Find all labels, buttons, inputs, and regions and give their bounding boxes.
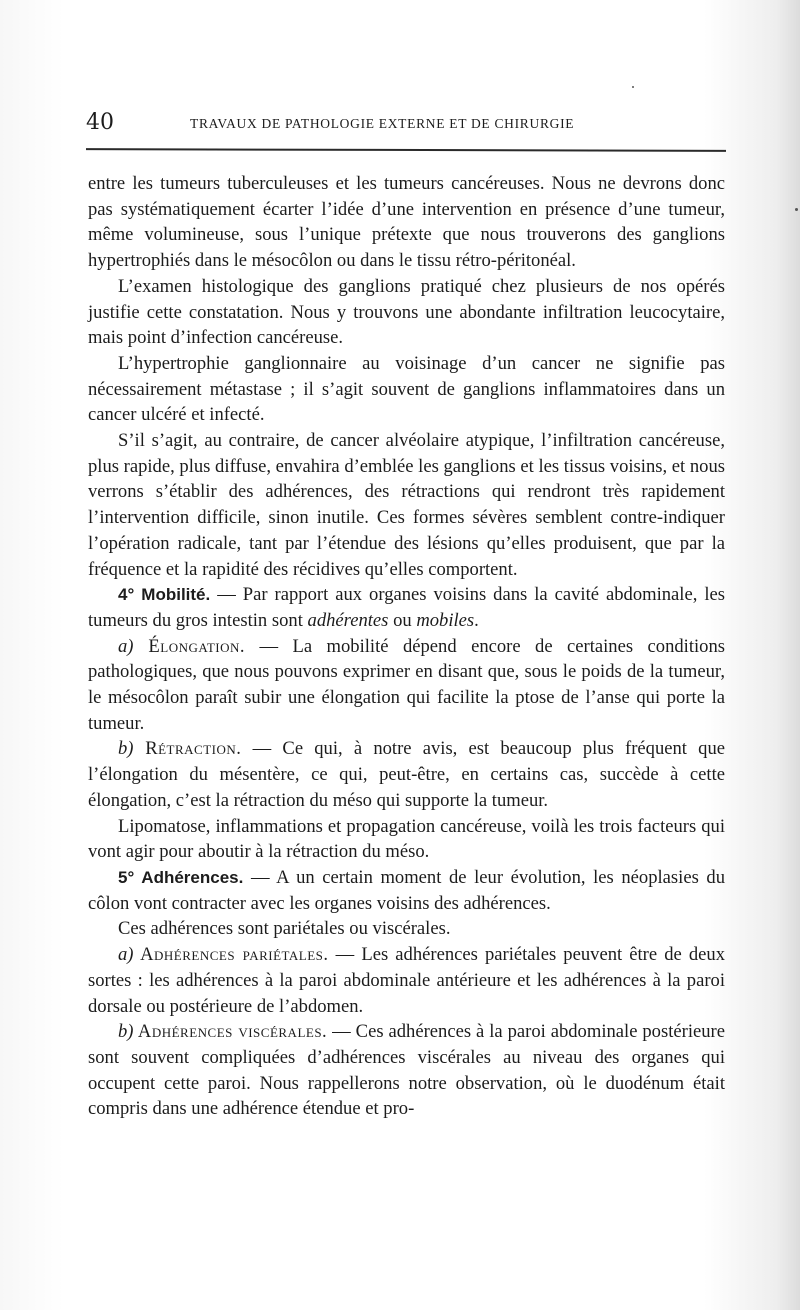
section-text: ou [388, 609, 417, 631]
body-text [88, 171, 725, 1122]
print-speck [632, 86, 634, 88]
subsection-heading: Rétraction. [133, 738, 242, 760]
paragraph: Lipomatose, inflammations et propagation cancéreuse, voilà les trois facteurs qui vont agir pour aboutir à la rétraction du méso. [88, 815, 725, 863]
subsection-viscerales [88, 1019, 725, 1122]
emphasis: mobiles [416, 609, 475, 631]
header-rule [86, 148, 726, 152]
section-text: — Par rapport aux organes voisins dans la cavité abdominale, les tumeurs du gros intestin sont [88, 584, 725, 631]
subsection-marker: b) [118, 1021, 134, 1043]
subsection-text: — Ces adhérences à la paroi abdominale postérieure sont souvent compliquées d’adhérences viscérales au niveau des organes qui occupent cette paroi. Nous rappellerons notre observation, où le duodénum était compris dans une adhérence étendue et pro- [88, 1021, 725, 1120]
subsection-heading: Élongation. [133, 635, 246, 657]
subsection-text: — Les adhérences pariétales peuvent être de deux sortes : les adhérences à la paroi abdominale antérieure et les adhérences à la paroi dorsale ou postérieure de l’abdomen. [88, 944, 726, 1017]
running-title: TRAVAUX DE PATHOLOGIE EXTERNE ET DE CHIRURGIE [190, 116, 575, 131]
paragraph: L’examen histologique des ganglions pratiqué chez plusieurs de nos opérés justifie cette constatation. Nous y trouvons une abondante infiltration leucocytaire, mais point d’infection cancéreuse. [88, 275, 725, 349]
section-text: . [474, 609, 479, 631]
page-number: 40 [86, 110, 114, 135]
section-text: — A un certain moment de leur évolution, les néoplasies du côlon vont contracter avec les organes voisins des adhérences. [88, 866, 725, 914]
subsection-marker: a) [118, 635, 134, 657]
paragraph: entre les tumeurs tuberculeuses et les tumeurs cancéreuses. Nous ne devrons donc pas systématiquement écarter l’idée d’une intervention en présence d’une tumeur, même volumineuse, sous l’unique prétexte que nous trouverons des ganglions hypertrophiés dans le mésocôlon ou dans le tissu rétro-péritonéal. [88, 173, 725, 272]
subsection-heading: Adhérences pariétales. [133, 944, 329, 966]
paragraph: L’hypertrophie ganglionnaire au voisinage d’un cancer ne signifie pas nécessairement métastase ; il s’agit souvent de ganglions inflammatoires dans un cancer ulcéré et infecté. [88, 352, 725, 426]
paragraph: S’il s’agit, au contraire, de cancer alvéolaire atypique, l’infiltration cancéreuse, plus rapide, plus diffuse, envahira d’emblée les ganglions et les tissus voisins, et nous verrons s’établir des adhérences, des rétractions qui rendront très rapidement l’intervention difficile, sinon inutile. Ces formes sévères semblent contre-indiquer l’opération radicale, tant par l’étendue des lésions qu’elles produisent, que par la fréquence et la rapidité des récidives qu’elles comportent. [88, 430, 725, 580]
subsection-marker: b) [118, 738, 134, 760]
subsection-heading: Adhérences viscérales. [133, 1021, 328, 1043]
section-heading: 5° Adhérences. [118, 867, 244, 887]
subsection-text: — Ce qui, à notre avis, est beaucoup plus fréquent que l’élongation du mésentère, ce qui, peut-être, en certains cas, succède à cette élongation, c’est la rétraction du méso qui supporte la tumeur. [88, 738, 725, 811]
subsection-parietales [88, 942, 725, 1019]
section-adherences [88, 865, 725, 916]
page-header [86, 110, 726, 138]
subsection-elongation [88, 634, 725, 737]
subsection-text: — La mobilité dépend encore de certaines conditions pathologiques, que nous pouvons exprimer en disant que, sous le poids de la tumeur, le mésocôlon paraît subir une élongation qui facilite la ptose de l’anse qui porte la tumeur. [88, 635, 725, 734]
section-heading: 4° Mobilité. [118, 585, 211, 605]
paragraph: Ces adhérences sont pariétales ou viscérales. [118, 918, 451, 940]
subsection-marker: a) [118, 944, 134, 966]
print-speck [795, 208, 798, 211]
section-mobilite [88, 582, 725, 633]
subsection-retraction [88, 736, 725, 813]
emphasis: adhérentes [307, 609, 389, 631]
